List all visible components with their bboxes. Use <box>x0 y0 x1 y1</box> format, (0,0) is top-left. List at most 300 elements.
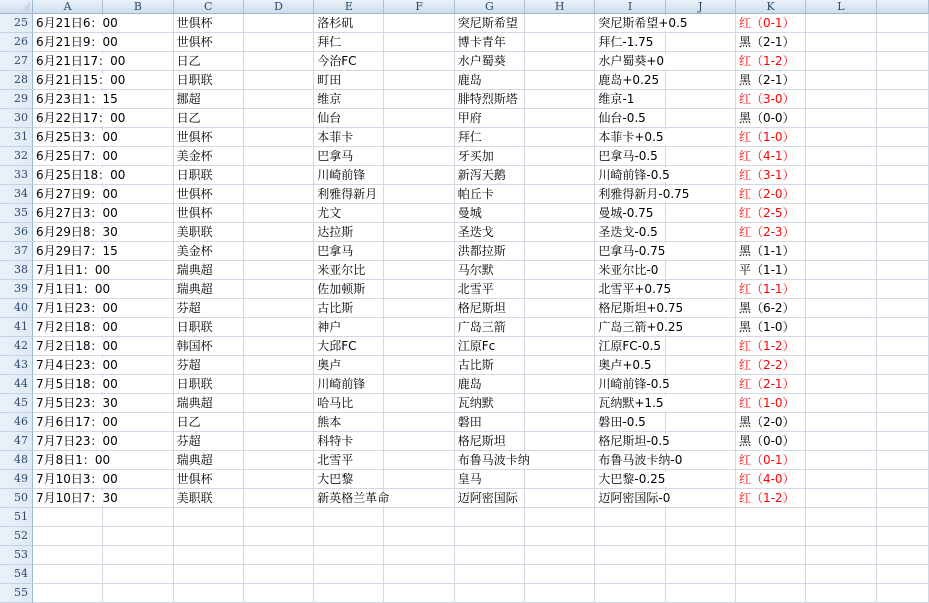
cell-H25[interactable] <box>525 14 595 33</box>
cell-F45[interactable] <box>384 394 454 413</box>
cell-D49[interactable] <box>244 470 314 489</box>
cell-K46[interactable] <box>736 413 806 432</box>
cell-E31[interactable] <box>314 128 384 147</box>
cell-M45[interactable] <box>877 394 929 413</box>
cell-C39[interactable] <box>174 280 244 299</box>
cell-C25[interactable] <box>174 14 244 33</box>
cell-M42[interactable] <box>877 337 929 356</box>
cell-A47[interactable] <box>33 432 118 451</box>
column-header-partial[interactable] <box>877 0 929 14</box>
cell-K55[interactable] <box>736 584 806 603</box>
cell-A41[interactable] <box>33 318 118 337</box>
cell-K31[interactable] <box>736 128 806 147</box>
cell-K25[interactable] <box>736 14 806 33</box>
row-header-39[interactable]: 39 <box>0 280 33 299</box>
cell-L33[interactable] <box>806 166 876 185</box>
cell-E42[interactable] <box>314 337 384 356</box>
cell-H54[interactable] <box>525 565 595 584</box>
cell-K35[interactable] <box>736 204 806 223</box>
cell-G52[interactable] <box>455 527 525 546</box>
cell-F50[interactable] <box>384 489 454 508</box>
cell-M43[interactable] <box>877 356 929 375</box>
cell-K36[interactable] <box>736 223 806 242</box>
cell-I54[interactable] <box>595 565 665 584</box>
cell-K48[interactable] <box>736 451 806 470</box>
cell-K33[interactable] <box>736 166 806 185</box>
cell-F27[interactable] <box>384 52 454 71</box>
cell-J51[interactable] <box>666 508 736 527</box>
cell-E32[interactable] <box>314 147 384 166</box>
cell-M32[interactable] <box>877 147 929 166</box>
cell-E53[interactable] <box>314 546 384 565</box>
cell-E35[interactable] <box>314 204 384 223</box>
cell-K38[interactable] <box>736 261 806 280</box>
cell-H43[interactable] <box>525 356 595 375</box>
cell-J42[interactable] <box>666 337 736 356</box>
cell-K52[interactable] <box>736 527 806 546</box>
cell-D38[interactable] <box>244 261 314 280</box>
cell-K47[interactable] <box>736 432 806 451</box>
cell-A35[interactable] <box>33 204 118 223</box>
cell-G40[interactable] <box>455 299 525 318</box>
cell-M51[interactable] <box>877 508 929 527</box>
cell-I47[interactable] <box>595 432 670 451</box>
cell-J54[interactable] <box>666 565 736 584</box>
cell-H32[interactable] <box>525 147 595 166</box>
cell-A52[interactable] <box>33 527 103 546</box>
cell-C28[interactable] <box>174 71 244 90</box>
cell-I49[interactable] <box>595 470 665 489</box>
cell-L46[interactable] <box>806 413 876 432</box>
cell-F44[interactable] <box>384 375 454 394</box>
cell-H40[interactable] <box>525 299 595 318</box>
cell-F25[interactable] <box>384 14 454 33</box>
cell-M35[interactable] <box>877 204 929 223</box>
cell-I44[interactable] <box>595 375 670 394</box>
row-header-51[interactable]: 51 <box>0 508 33 527</box>
cell-I43[interactable] <box>595 356 665 375</box>
cell-F30[interactable] <box>384 109 454 128</box>
cell-G41[interactable] <box>455 318 525 337</box>
cell-M52[interactable] <box>877 527 929 546</box>
row-header-30[interactable]: 30 <box>0 109 33 128</box>
cell-H37[interactable] <box>525 242 595 261</box>
row-header-31[interactable]: 31 <box>0 128 33 147</box>
cell-H49[interactable] <box>525 470 595 489</box>
cell-A32[interactable] <box>33 147 118 166</box>
cell-K27[interactable] <box>736 52 806 71</box>
cell-F48[interactable] <box>384 451 454 470</box>
cell-C47[interactable] <box>174 432 244 451</box>
cell-A53[interactable] <box>33 546 103 565</box>
cell-C43[interactable] <box>174 356 244 375</box>
cell-D50[interactable] <box>244 489 314 508</box>
cell-H33[interactable] <box>525 166 595 185</box>
cell-A33[interactable] <box>33 166 126 185</box>
cell-K51[interactable] <box>736 508 806 527</box>
cell-A43[interactable] <box>33 356 118 375</box>
cell-E33[interactable] <box>314 166 384 185</box>
cell-H34[interactable] <box>525 185 595 204</box>
cell-L38[interactable] <box>806 261 876 280</box>
cell-I32[interactable] <box>595 147 665 166</box>
column-header-L[interactable]: L <box>806 0 876 14</box>
cell-D54[interactable] <box>244 565 314 584</box>
cell-E40[interactable] <box>314 299 384 318</box>
cell-H31[interactable] <box>525 128 595 147</box>
cell-K28[interactable] <box>736 71 806 90</box>
cell-M33[interactable] <box>877 166 929 185</box>
row-header-32[interactable]: 32 <box>0 147 33 166</box>
cell-M27[interactable] <box>877 52 929 71</box>
column-header-J[interactable]: J <box>666 0 736 14</box>
cell-D37[interactable] <box>244 242 314 261</box>
cell-F31[interactable] <box>384 128 454 147</box>
cell-F41[interactable] <box>384 318 454 337</box>
cell-G26[interactable] <box>455 33 525 52</box>
row-header-40[interactable]: 40 <box>0 299 33 318</box>
row-header-28[interactable]: 28 <box>0 71 33 90</box>
row-header-34[interactable]: 34 <box>0 185 33 204</box>
cell-E55[interactable] <box>314 584 384 603</box>
cell-F34[interactable] <box>384 185 454 204</box>
cell-D27[interactable] <box>244 52 314 71</box>
cell-A50[interactable] <box>33 489 118 508</box>
cell-F46[interactable] <box>384 413 454 432</box>
cell-D25[interactable] <box>244 14 314 33</box>
cell-A46[interactable] <box>33 413 118 432</box>
row-header-49[interactable]: 49 <box>0 470 33 489</box>
cell-C29[interactable] <box>174 90 244 109</box>
cell-C31[interactable] <box>174 128 244 147</box>
cell-G37[interactable] <box>455 242 525 261</box>
cell-M55[interactable] <box>877 584 929 603</box>
cell-M26[interactable] <box>877 33 929 52</box>
cell-L44[interactable] <box>806 375 876 394</box>
cell-F39[interactable] <box>384 280 454 299</box>
cell-A34[interactable] <box>33 185 118 204</box>
cell-E48[interactable] <box>314 451 384 470</box>
cell-H50[interactable] <box>525 489 595 508</box>
cell-B54[interactable] <box>103 565 173 584</box>
cell-M54[interactable] <box>877 565 929 584</box>
cell-D34[interactable] <box>244 185 314 204</box>
cell-I36[interactable] <box>595 223 665 242</box>
row-header-41[interactable]: 41 <box>0 318 33 337</box>
cell-F55[interactable] <box>384 584 454 603</box>
cell-L50[interactable] <box>806 489 876 508</box>
cell-I42[interactable] <box>595 337 665 356</box>
cell-F54[interactable] <box>384 565 454 584</box>
cell-C51[interactable] <box>174 508 244 527</box>
cell-I27[interactable] <box>595 52 665 71</box>
cell-B38[interactable] <box>103 261 173 280</box>
cell-L54[interactable] <box>806 565 876 584</box>
cell-L25[interactable] <box>806 14 876 33</box>
cell-M38[interactable] <box>877 261 929 280</box>
cell-K42[interactable] <box>736 337 806 356</box>
cell-D52[interactable] <box>244 527 314 546</box>
cell-C55[interactable] <box>174 584 244 603</box>
cell-E50[interactable] <box>314 489 390 508</box>
cell-I33[interactable] <box>595 166 670 185</box>
cell-K53[interactable] <box>736 546 806 565</box>
cell-H45[interactable] <box>525 394 595 413</box>
cell-D26[interactable] <box>244 33 314 52</box>
cell-J46[interactable] <box>666 413 736 432</box>
cell-M25[interactable] <box>877 14 929 33</box>
cell-M28[interactable] <box>877 71 929 90</box>
row-header-25[interactable]: 25 <box>0 14 33 33</box>
cell-C38[interactable] <box>174 261 244 280</box>
cell-L53[interactable] <box>806 546 876 565</box>
cell-G46[interactable] <box>455 413 525 432</box>
cell-H53[interactable] <box>525 546 595 565</box>
cell-G43[interactable] <box>455 356 525 375</box>
cell-B48[interactable] <box>103 451 173 470</box>
cell-D41[interactable] <box>244 318 314 337</box>
cell-E44[interactable] <box>314 375 384 394</box>
cell-H27[interactable] <box>525 52 595 71</box>
cell-K54[interactable] <box>736 565 806 584</box>
cell-G55[interactable] <box>455 584 525 603</box>
cell-J29[interactable] <box>666 90 736 109</box>
cell-H47[interactable] <box>525 432 595 451</box>
cell-L48[interactable] <box>806 451 876 470</box>
cell-L31[interactable] <box>806 128 876 147</box>
cell-D35[interactable] <box>244 204 314 223</box>
cell-C40[interactable] <box>174 299 244 318</box>
cell-M31[interactable] <box>877 128 929 147</box>
row-header-26[interactable]: 26 <box>0 33 33 52</box>
cell-L27[interactable] <box>806 52 876 71</box>
cell-J37[interactable] <box>666 242 736 261</box>
cell-G53[interactable] <box>455 546 525 565</box>
cell-L41[interactable] <box>806 318 876 337</box>
cell-M53[interactable] <box>877 546 929 565</box>
row-header-53[interactable]: 53 <box>0 546 33 565</box>
cell-A49[interactable] <box>33 470 118 489</box>
cell-C34[interactable] <box>174 185 244 204</box>
cell-L55[interactable] <box>806 584 876 603</box>
cell-C27[interactable] <box>174 52 244 71</box>
row-header-35[interactable]: 35 <box>0 204 33 223</box>
cell-D40[interactable] <box>244 299 314 318</box>
cell-C42[interactable] <box>174 337 244 356</box>
cell-C41[interactable] <box>174 318 244 337</box>
cell-E45[interactable] <box>314 394 384 413</box>
cell-E27[interactable] <box>314 52 384 71</box>
cell-J47[interactable] <box>666 432 736 451</box>
cell-I51[interactable] <box>595 508 665 527</box>
column-header-E[interactable]: E <box>314 0 384 14</box>
cell-E39[interactable] <box>314 280 384 299</box>
cell-G51[interactable] <box>455 508 525 527</box>
cell-J36[interactable] <box>666 223 736 242</box>
row-header-36[interactable]: 36 <box>0 223 33 242</box>
cell-H38[interactable] <box>525 261 595 280</box>
cell-H48[interactable] <box>525 451 595 470</box>
cell-G50[interactable] <box>455 489 525 508</box>
cell-H36[interactable] <box>525 223 595 242</box>
cell-C33[interactable] <box>174 166 244 185</box>
cell-J38[interactable] <box>666 261 736 280</box>
cell-F52[interactable] <box>384 527 454 546</box>
cell-E51[interactable] <box>314 508 384 527</box>
cell-M49[interactable] <box>877 470 929 489</box>
cell-M39[interactable] <box>877 280 929 299</box>
cell-M36[interactable] <box>877 223 929 242</box>
column-header-A[interactable]: A <box>33 0 103 14</box>
cell-J35[interactable] <box>666 204 736 223</box>
row-header-33[interactable]: 33 <box>0 166 33 185</box>
cell-F40[interactable] <box>384 299 454 318</box>
cell-E30[interactable] <box>314 109 384 128</box>
cell-H26[interactable] <box>525 33 595 52</box>
cell-C54[interactable] <box>174 565 244 584</box>
cell-A39[interactable] <box>33 280 111 299</box>
cell-C35[interactable] <box>174 204 244 223</box>
row-header-38[interactable]: 38 <box>0 261 33 280</box>
cell-K39[interactable] <box>736 280 806 299</box>
cell-A44[interactable] <box>33 375 118 394</box>
cell-I29[interactable] <box>595 90 665 109</box>
cell-G47[interactable] <box>455 432 525 451</box>
cell-A28[interactable] <box>33 71 126 90</box>
cell-B39[interactable] <box>103 280 173 299</box>
cell-G44[interactable] <box>455 375 525 394</box>
cell-M37[interactable] <box>877 242 929 261</box>
cell-J39[interactable] <box>666 280 736 299</box>
cell-C46[interactable] <box>174 413 244 432</box>
cell-C45[interactable] <box>174 394 244 413</box>
cell-E54[interactable] <box>314 565 384 584</box>
cell-L45[interactable] <box>806 394 876 413</box>
cell-I46[interactable] <box>595 413 665 432</box>
cell-M40[interactable] <box>877 299 929 318</box>
cell-I40[interactable] <box>595 299 684 318</box>
cell-L42[interactable] <box>806 337 876 356</box>
cell-I26[interactable] <box>595 33 665 52</box>
cell-C36[interactable] <box>174 223 244 242</box>
cell-M30[interactable] <box>877 109 929 128</box>
cell-D55[interactable] <box>244 584 314 603</box>
cell-A40[interactable] <box>33 299 118 318</box>
column-header-C[interactable]: C <box>174 0 244 14</box>
cell-D31[interactable] <box>244 128 314 147</box>
cell-D42[interactable] <box>244 337 314 356</box>
cell-G49[interactable] <box>455 470 525 489</box>
cell-E41[interactable] <box>314 318 384 337</box>
cell-F37[interactable] <box>384 242 454 261</box>
cell-B55[interactable] <box>103 584 173 603</box>
cell-I48[interactable] <box>595 451 683 470</box>
row-header-52[interactable]: 52 <box>0 527 33 546</box>
cell-F35[interactable] <box>384 204 454 223</box>
cell-G39[interactable] <box>455 280 525 299</box>
cell-J43[interactable] <box>666 356 736 375</box>
cell-G28[interactable] <box>455 71 525 90</box>
cell-A29[interactable] <box>33 90 118 109</box>
cell-A27[interactable] <box>33 52 126 71</box>
cell-D47[interactable] <box>244 432 314 451</box>
cell-F33[interactable] <box>384 166 454 185</box>
cell-H44[interactable] <box>525 375 595 394</box>
cell-F49[interactable] <box>384 470 454 489</box>
row-header-42[interactable]: 42 <box>0 337 33 356</box>
cell-C49[interactable] <box>174 470 244 489</box>
cell-F28[interactable] <box>384 71 454 90</box>
cell-L40[interactable] <box>806 299 876 318</box>
cell-H29[interactable] <box>525 90 595 109</box>
cell-J44[interactable] <box>666 375 736 394</box>
row-header-43[interactable]: 43 <box>0 356 33 375</box>
cell-L37[interactable] <box>806 242 876 261</box>
cell-A51[interactable] <box>33 508 103 527</box>
cell-K26[interactable] <box>736 33 806 52</box>
cell-G31[interactable] <box>455 128 525 147</box>
cell-C32[interactable] <box>174 147 244 166</box>
cell-H28[interactable] <box>525 71 595 90</box>
cell-M48[interactable] <box>877 451 929 470</box>
cell-F29[interactable] <box>384 90 454 109</box>
cell-C44[interactable] <box>174 375 244 394</box>
cell-I41[interactable] <box>595 318 684 337</box>
cell-I35[interactable] <box>595 204 665 223</box>
cell-G38[interactable] <box>455 261 525 280</box>
cell-I38[interactable] <box>595 261 665 280</box>
cell-F51[interactable] <box>384 508 454 527</box>
cell-J50[interactable] <box>666 489 736 508</box>
cell-I34[interactable] <box>595 185 690 204</box>
cell-E28[interactable] <box>314 71 384 90</box>
row-header-29[interactable]: 29 <box>0 90 33 109</box>
cell-E34[interactable] <box>314 185 384 204</box>
cell-K40[interactable] <box>736 299 806 318</box>
cell-J28[interactable] <box>666 71 736 90</box>
cell-J33[interactable] <box>666 166 736 185</box>
cell-I53[interactable] <box>595 546 665 565</box>
cell-E47[interactable] <box>314 432 384 451</box>
column-header-G[interactable]: G <box>455 0 525 14</box>
cell-L26[interactable] <box>806 33 876 52</box>
cell-H35[interactable] <box>525 204 595 223</box>
cell-G42[interactable] <box>455 337 525 356</box>
cell-E26[interactable] <box>314 33 384 52</box>
cell-E37[interactable] <box>314 242 384 261</box>
cell-D32[interactable] <box>244 147 314 166</box>
cell-E49[interactable] <box>314 470 384 489</box>
cell-D29[interactable] <box>244 90 314 109</box>
cell-H41[interactable] <box>525 318 595 337</box>
cell-I28[interactable] <box>595 71 665 90</box>
cell-D45[interactable] <box>244 394 314 413</box>
cell-A26[interactable] <box>33 33 118 52</box>
cell-A30[interactable] <box>33 109 126 128</box>
cell-D51[interactable] <box>244 508 314 527</box>
cell-C50[interactable] <box>174 489 244 508</box>
cell-K30[interactable] <box>736 109 806 128</box>
cell-D36[interactable] <box>244 223 314 242</box>
cell-I39[interactable] <box>595 280 672 299</box>
cell-C53[interactable] <box>174 546 244 565</box>
cell-L34[interactable] <box>806 185 876 204</box>
cell-M47[interactable] <box>877 432 929 451</box>
cell-L30[interactable] <box>806 109 876 128</box>
cell-G32[interactable] <box>455 147 525 166</box>
cell-F47[interactable] <box>384 432 454 451</box>
cell-M34[interactable] <box>877 185 929 204</box>
